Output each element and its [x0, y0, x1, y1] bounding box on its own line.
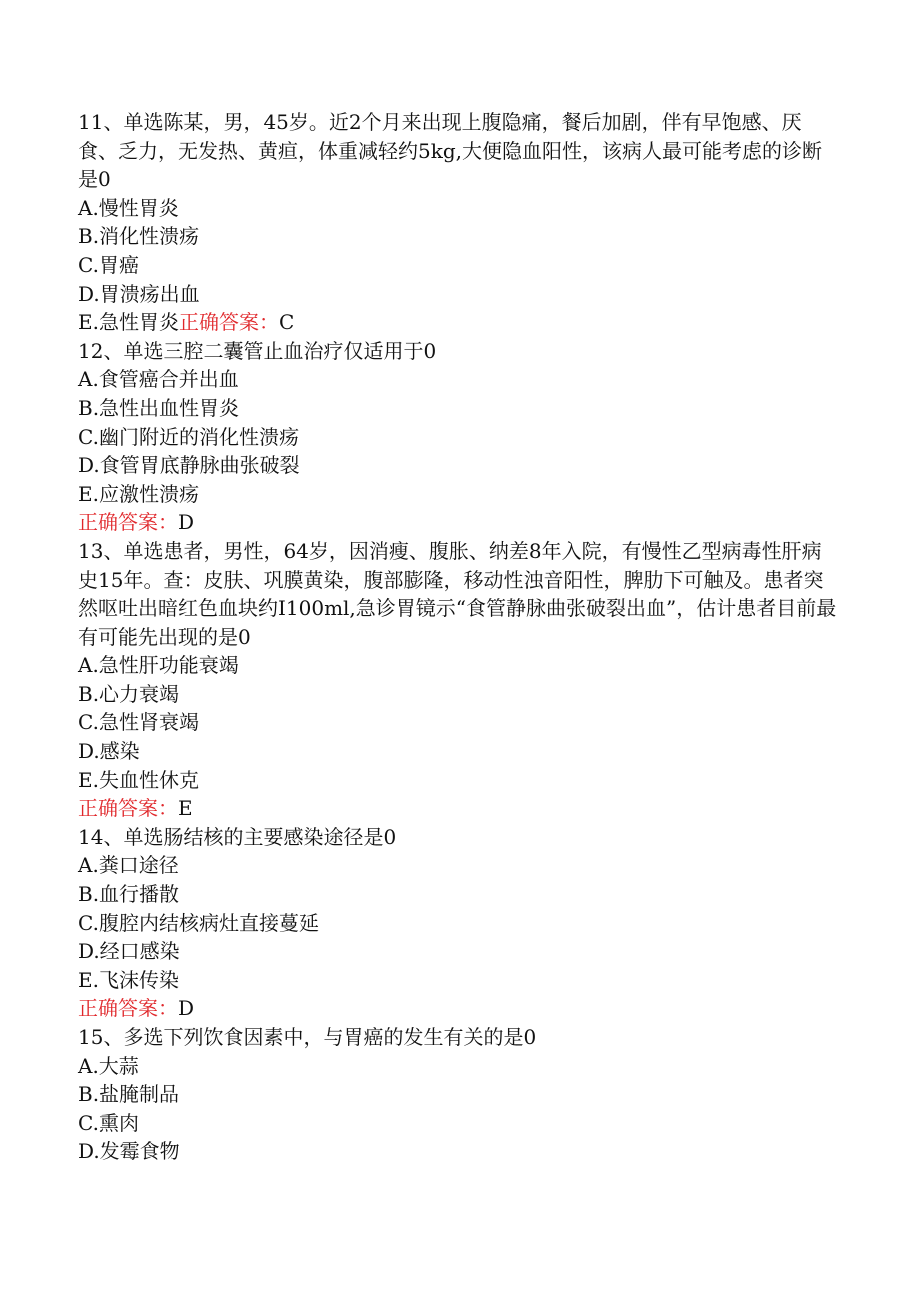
question-14 [78, 823, 838, 1023]
option-a: A.急性肝功能衰竭 [78, 653, 239, 678]
option-b: B.急性出血性胃炎 [78, 395, 240, 420]
option-c: C.幽门附近的消化性溃疡 [78, 424, 299, 449]
answer-label: 正确答案： [178, 310, 279, 335]
option-b: B.消化性溃疡 [78, 224, 200, 249]
option-e: E.飞沫传染 [78, 967, 179, 992]
question-13 [78, 537, 838, 823]
question-stem: 15、多选下列饮食因素中，与胃癌的发生有关的是0 [78, 1025, 537, 1049]
answer-label: 正确答案： [78, 510, 178, 535]
answer-label: 正确答案： [78, 796, 178, 821]
option-a: A.粪口途径 [78, 853, 179, 878]
option-c: C.急性肾衰竭 [78, 710, 199, 735]
answer-line [78, 994, 838, 1023]
answer-value: D [178, 510, 195, 535]
option-c: C.胃癌 [78, 252, 139, 277]
option-d: D.感染 [78, 739, 140, 764]
option-d: D.发霉食物 [78, 1139, 180, 1164]
option-c: C.腹腔内结核病灶直接蔓延 [78, 910, 319, 935]
answer-value: E [178, 796, 193, 821]
question-15 [78, 1023, 838, 1166]
answer-label: 正确答案： [78, 996, 178, 1021]
question-12 [78, 337, 838, 537]
option-a: A.大蒜 [78, 1053, 139, 1078]
answer-value: D [178, 996, 195, 1021]
option-e: E.应激性溃疡 [78, 481, 199, 506]
question-stem: 11、单选陈某，男，45岁。近2个月来出现上腹隐痛，餐后加剧，伴有早饱感、厌食、乏力，无发热、黄疸，体重减轻约5kg,大便隐血阳性，该病人最可能考虑的诊断是0 [78, 110, 823, 192]
question-stem: 14、单选肠结核的主要感染途径是0 [78, 824, 397, 849]
option-d: D.经口感染 [78, 939, 180, 964]
option-b: B.血行播散 [78, 882, 180, 907]
question-stem: 12、单选三腔二囊管止血治疗仅适用于0 [78, 338, 437, 363]
question-11 [78, 108, 838, 337]
answer-value: C [278, 310, 295, 335]
option-a: A.慢性胃炎 [78, 195, 179, 220]
option-c: C.熏肉 [78, 1110, 139, 1135]
answer-line [78, 794, 838, 823]
option-b: B.心力衰竭 [78, 681, 180, 706]
answer-line [78, 508, 838, 537]
option-b: B.盐腌制品 [78, 1082, 180, 1107]
option-d: D.食管胃底静脉曲张破裂 [78, 453, 300, 478]
option-e-with-answer [78, 308, 838, 337]
question-stem: 13、单选患者，男性，64岁，因消瘦、腹胀、纳差8年入院，有慢性乙型病毒性肝病史15年。查：皮肤、巩膜黄染，腹部膨隆，移动性浊音阳性，脾肋下可触及。患者突然呕吐出暗红色血块约I100ml,急诊胃镜示“食管静脉曲张破裂出血”，估计患者目前最有可能先出现的是0 [78, 538, 837, 649]
option-e: E.急性胃炎 [78, 310, 179, 335]
option-d: D.胃溃疡出血 [78, 281, 200, 306]
option-a: A.食管癌合并出血 [78, 367, 239, 392]
question-list [78, 108, 838, 1166]
option-e: E.失血性休克 [78, 767, 199, 792]
